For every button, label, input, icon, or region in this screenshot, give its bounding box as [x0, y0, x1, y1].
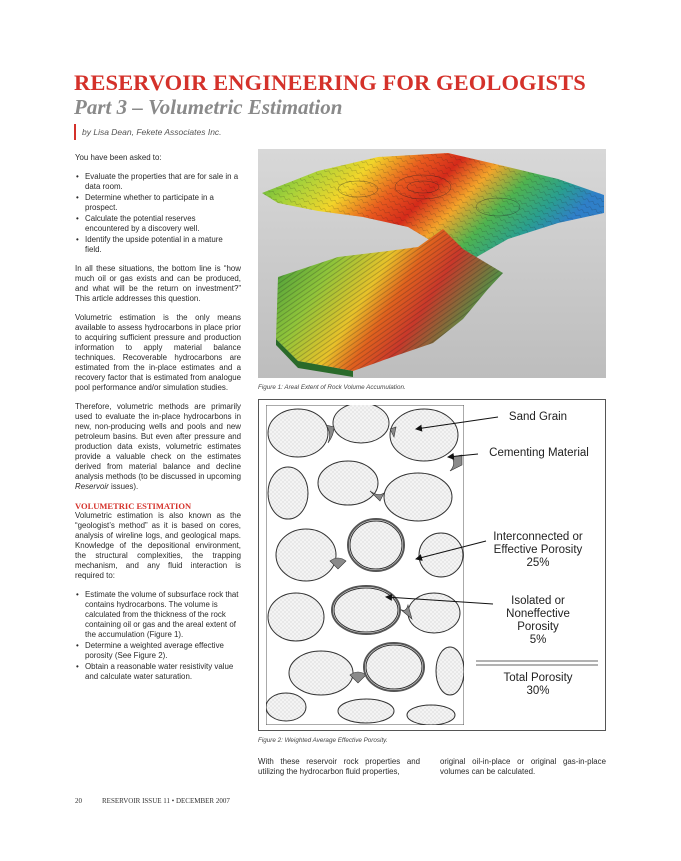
label-effective-pct: 25% — [526, 557, 550, 569]
section-bullet-list — [75, 590, 241, 682]
label-isolated-pct: 5% — [529, 634, 547, 646]
page-number: 20 — [75, 797, 82, 805]
list-item: • Determine a weighted average effective porosity (See Figure 2). — [75, 641, 241, 661]
list-item: • Evaluate the properties that are for sale in a data room. — [75, 172, 241, 192]
left-column — [75, 153, 241, 691]
list-item: • Determine whether to participate in a prospect. — [75, 193, 241, 213]
list-item: • Calculate the potential reserves encountered by a discovery well. — [75, 214, 241, 234]
footer-issue: RESERVOIR ISSUE 11 • DECEMBER 2007 — [102, 797, 230, 805]
middle-column-text: With these reservoir rock properties and utilizing the hydrocarbon fluid properties, — [258, 757, 420, 776]
label-isolated-line3: Porosity — [517, 621, 559, 633]
label-total-pct: 30% — [526, 685, 550, 697]
figure1-surface-map — [258, 149, 606, 378]
figure1-caption: Figure 1: Areal Extent of Rock Volume Accumulation. — [258, 384, 406, 391]
paragraph-therefore — [75, 402, 241, 492]
byline-accent-bar — [74, 124, 76, 140]
label-sand-grain: Sand Grain — [508, 411, 568, 423]
label-isolated-line2: Noneffective — [506, 608, 570, 620]
reservoir-italic: Reservoir — [75, 482, 109, 491]
label-total-porosity — [482, 672, 594, 698]
figure2-caption: Figure 2: Weighted Average Effective Porosity. — [258, 737, 388, 744]
byline: by Lisa Dean, Fekete Associates Inc. — [82, 127, 222, 137]
section-heading: VOLUMETRIC ESTIMATION — [75, 501, 192, 511]
paragraph-bottom-line: In all these situations, the bottom line is “how much oil or gas exists and can be produced, and what will be the return on investment?” This article addresses this question. — [75, 264, 241, 303]
right-column-text: original oil-in-place or original gas-in-place volumes can be calculated. — [440, 757, 606, 776]
article-subtitle: Part 3 – Volumetric Estimation — [74, 95, 343, 119]
label-isolated-porosity — [482, 595, 594, 647]
paragraph-therefore-end: issues). — [108, 482, 139, 491]
label-effective-line1: Interconnected or — [493, 531, 583, 543]
list-item: • Estimate the volume of subsurface rock that contains hydrocarbons. The volume is calculated from the thickness of the rock containing oil or gas and the areal extent of the accumulation (Figure 1). — [75, 590, 241, 640]
label-effective-line2: Effective Porosity — [493, 544, 583, 556]
label-effective-porosity — [476, 531, 600, 570]
section-paragraph: Volumetric estimation is also known as the “geologist’s method” as it is based on cores, analysis of wireline logs, and geological maps. Knowledge of the depositional environment, the structural complexities, the trapping mechanism, and any fluid interaction is required to: — [75, 511, 241, 580]
arrow-isolated — [386, 597, 493, 604]
intro-bullet-list — [75, 172, 241, 255]
paragraph-therefore-text: Therefore, volumetric methods are primarily used to evaluate the in-place hydrocarbons in new, non-producing wells and pools and new petroleum basins. But even after pressure and production data exists, volumetric estimates provide a valuable check on the estimates derived from material balance and decline analysis methods (to be discussed in upcoming — [75, 402, 241, 481]
article-title: RESERVOIR ENGINEERING FOR GEOLOGISTS — [74, 70, 586, 95]
label-total-line1: Total Porosity — [503, 672, 573, 684]
intro-text: You have been asked to: — [75, 153, 162, 162]
list-item: • Obtain a reasonable water resistivity value and calculate water saturation. — [75, 662, 241, 682]
list-item: • Identify the upside potential in a mature field. — [75, 235, 241, 255]
label-cementing-material: Cementing Material — [489, 447, 589, 459]
paragraph-volumetric: Volumetric estimation is the only means available to assess hydrocarbons in place prior to acquiring sufficient pressure and production information to apply material balance techniques. Recoverable hydrocarbons are estimated from the in-place estimates and a recovery factor that is estimated from analogue pool performance and/or simulation studies. — [75, 313, 241, 392]
label-isolated-line1: Isolated or — [511, 595, 565, 607]
